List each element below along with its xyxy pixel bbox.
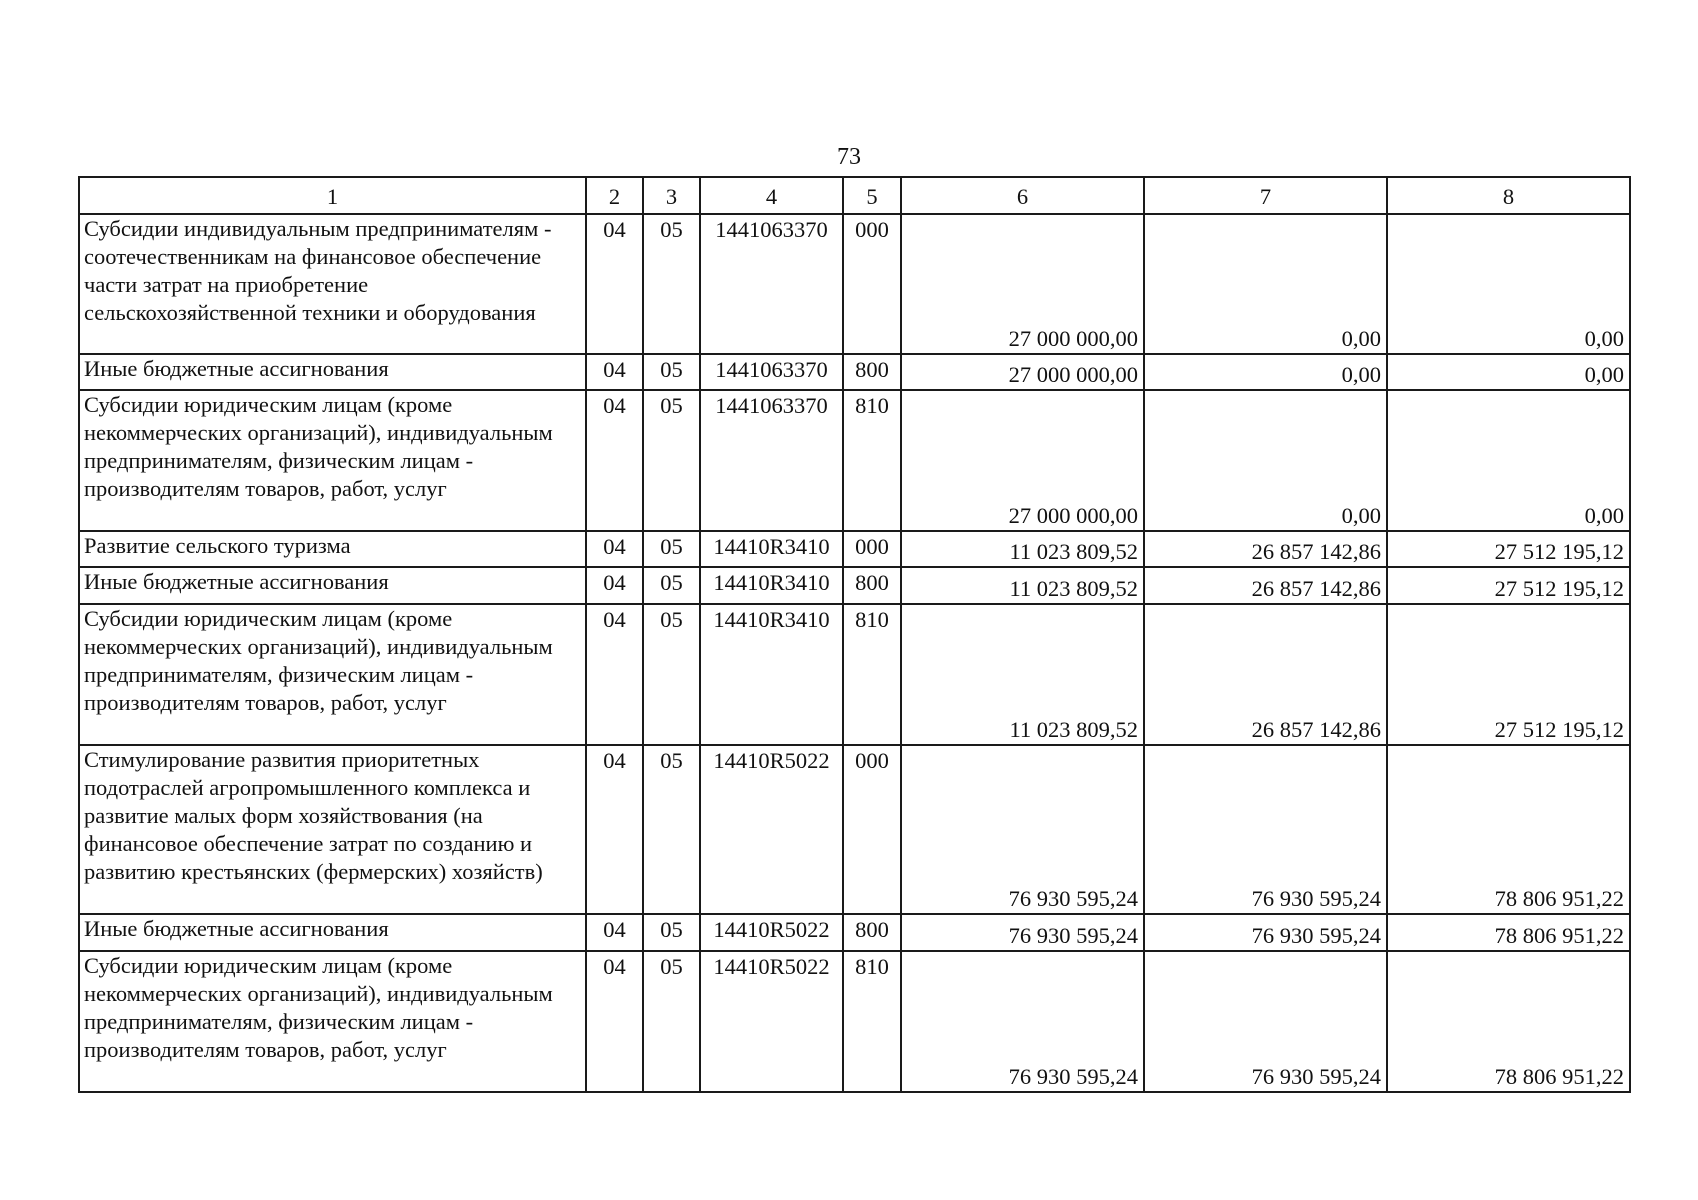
row-expense-type: 000 bbox=[843, 745, 901, 914]
row-expense-type: 810 bbox=[843, 604, 901, 745]
row-amount-col8: 78 806 951,22 bbox=[1387, 951, 1630, 1092]
row-subsection: 05 bbox=[643, 604, 700, 745]
row-target-article: 14410R3410 bbox=[700, 567, 843, 604]
row-subsection: 05 bbox=[643, 531, 700, 567]
row-subsection: 05 bbox=[643, 951, 700, 1092]
row-amount-col8: 78 806 951,22 bbox=[1387, 914, 1630, 951]
row-subsection: 05 bbox=[643, 914, 700, 951]
row-amount-col8: 27 512 195,12 bbox=[1387, 567, 1630, 604]
row-amount-col7: 76 930 595,24 bbox=[1144, 745, 1387, 914]
row-amount-col7: 0,00 bbox=[1144, 390, 1387, 531]
budget-table bbox=[78, 176, 1631, 1093]
header-row bbox=[79, 177, 1630, 214]
row-amount-col7: 76 930 595,24 bbox=[1144, 914, 1387, 951]
row-amount-col6: 76 930 595,24 bbox=[901, 914, 1144, 951]
header-col-1: 1 bbox=[79, 177, 586, 214]
row-name: Субсидии юридическим лицам (кроме некоммерческих организаций), индивидуальным предпринимателям, физическим лицам - производителям товаров, работ, услуг bbox=[79, 604, 586, 745]
row-amount-col7: 0,00 bbox=[1144, 354, 1387, 390]
row-expense-type: 800 bbox=[843, 567, 901, 604]
row-amount-col8: 78 806 951,22 bbox=[1387, 745, 1630, 914]
header-col-3: 3 bbox=[643, 177, 700, 214]
row-target-article: 14410R5022 bbox=[700, 914, 843, 951]
table-body bbox=[79, 214, 1630, 1092]
table-row bbox=[79, 390, 1630, 531]
row-amount-col7: 26 857 142,86 bbox=[1144, 604, 1387, 745]
row-target-article: 14410R5022 bbox=[700, 951, 843, 1092]
row-name: Субсидии юридическим лицам (кроме некоммерческих организаций), индивидуальным предпринимателям, физическим лицам - производителям товаров, работ, услуг bbox=[79, 951, 586, 1092]
row-amount-col6: 76 930 595,24 bbox=[901, 951, 1144, 1092]
header-col-5: 5 bbox=[843, 177, 901, 214]
row-amount-col6: 27 000 000,00 bbox=[901, 354, 1144, 390]
table-row bbox=[79, 531, 1630, 567]
row-name: Иные бюджетные ассигнования bbox=[79, 567, 586, 604]
row-section: 04 bbox=[586, 951, 643, 1092]
row-section: 04 bbox=[586, 354, 643, 390]
row-expense-type: 800 bbox=[843, 354, 901, 390]
row-name: Иные бюджетные ассигнования bbox=[79, 354, 586, 390]
row-section: 04 bbox=[586, 214, 643, 354]
table-row bbox=[79, 951, 1630, 1092]
row-subsection: 05 bbox=[643, 354, 700, 390]
row-target-article: 1441063370 bbox=[700, 354, 843, 390]
row-amount-col6: 27 000 000,00 bbox=[901, 390, 1144, 531]
page-number: 73 bbox=[837, 144, 861, 170]
row-amount-col6: 11 023 809,52 bbox=[901, 604, 1144, 745]
table-row bbox=[79, 604, 1630, 745]
table-row bbox=[79, 214, 1630, 354]
row-amount-col8: 0,00 bbox=[1387, 214, 1630, 354]
row-section: 04 bbox=[586, 567, 643, 604]
row-amount-col6: 11 023 809,52 bbox=[901, 531, 1144, 567]
row-target-article: 1441063370 bbox=[700, 214, 843, 354]
row-subsection: 05 bbox=[643, 390, 700, 531]
row-expense-type: 800 bbox=[843, 914, 901, 951]
row-section: 04 bbox=[586, 531, 643, 567]
header-col-4: 4 bbox=[700, 177, 843, 214]
table-row bbox=[79, 914, 1630, 951]
row-amount-col8: 0,00 bbox=[1387, 390, 1630, 531]
row-target-article: 14410R3410 bbox=[700, 531, 843, 567]
header-col-8: 8 bbox=[1387, 177, 1630, 214]
row-target-article: 14410R5022 bbox=[700, 745, 843, 914]
row-section: 04 bbox=[586, 390, 643, 531]
row-section: 04 bbox=[586, 745, 643, 914]
row-expense-type: 000 bbox=[843, 214, 901, 354]
header-col-6: 6 bbox=[901, 177, 1144, 214]
row-expense-type: 810 bbox=[843, 951, 901, 1092]
row-amount-col6: 76 930 595,24 bbox=[901, 745, 1144, 914]
row-amount-col8: 27 512 195,12 bbox=[1387, 531, 1630, 567]
row-target-article: 1441063370 bbox=[700, 390, 843, 531]
row-name: Развитие сельского туризма bbox=[79, 531, 586, 567]
row-expense-type: 810 bbox=[843, 390, 901, 531]
header-col-2: 2 bbox=[586, 177, 643, 214]
row-amount-col7: 76 930 595,24 bbox=[1144, 951, 1387, 1092]
table-row bbox=[79, 354, 1630, 390]
row-name: Субсидии индивидуальным предпринимателям - соотечественникам на финансовое обеспечение части затрат на приобретение сельскохозяйственной техники и оборудования bbox=[79, 214, 586, 354]
row-name: Субсидии юридическим лицам (кроме некоммерческих организаций), индивидуальным предпринимателям, физическим лицам - производителям товаров, работ, услуг bbox=[79, 390, 586, 531]
row-subsection: 05 bbox=[643, 567, 700, 604]
row-amount-col7: 26 857 142,86 bbox=[1144, 531, 1387, 567]
row-amount-col7: 26 857 142,86 bbox=[1144, 567, 1387, 604]
row-section: 04 bbox=[586, 914, 643, 951]
row-amount-col8: 27 512 195,12 bbox=[1387, 604, 1630, 745]
header-col-7: 7 bbox=[1144, 177, 1387, 214]
row-name: Иные бюджетные ассигнования bbox=[79, 914, 586, 951]
row-amount-col8: 0,00 bbox=[1387, 354, 1630, 390]
table-row bbox=[79, 745, 1630, 914]
row-amount-col7: 0,00 bbox=[1144, 214, 1387, 354]
row-subsection: 05 bbox=[643, 745, 700, 914]
row-section: 04 bbox=[586, 604, 643, 745]
row-name: Стимулирование развития приоритетных подотраслей агропромышленного комплекса и развитие малых форм хозяйствования (на финансовое обеспечение затрат по созданию и развитию крестьянских (фермерских) хозяйств) bbox=[79, 745, 586, 914]
row-target-article: 14410R3410 bbox=[700, 604, 843, 745]
row-subsection: 05 bbox=[643, 214, 700, 354]
row-amount-col6: 27 000 000,00 bbox=[901, 214, 1144, 354]
table-row bbox=[79, 567, 1630, 604]
row-amount-col6: 11 023 809,52 bbox=[901, 567, 1144, 604]
row-expense-type: 000 bbox=[843, 531, 901, 567]
table-header bbox=[79, 177, 1630, 214]
